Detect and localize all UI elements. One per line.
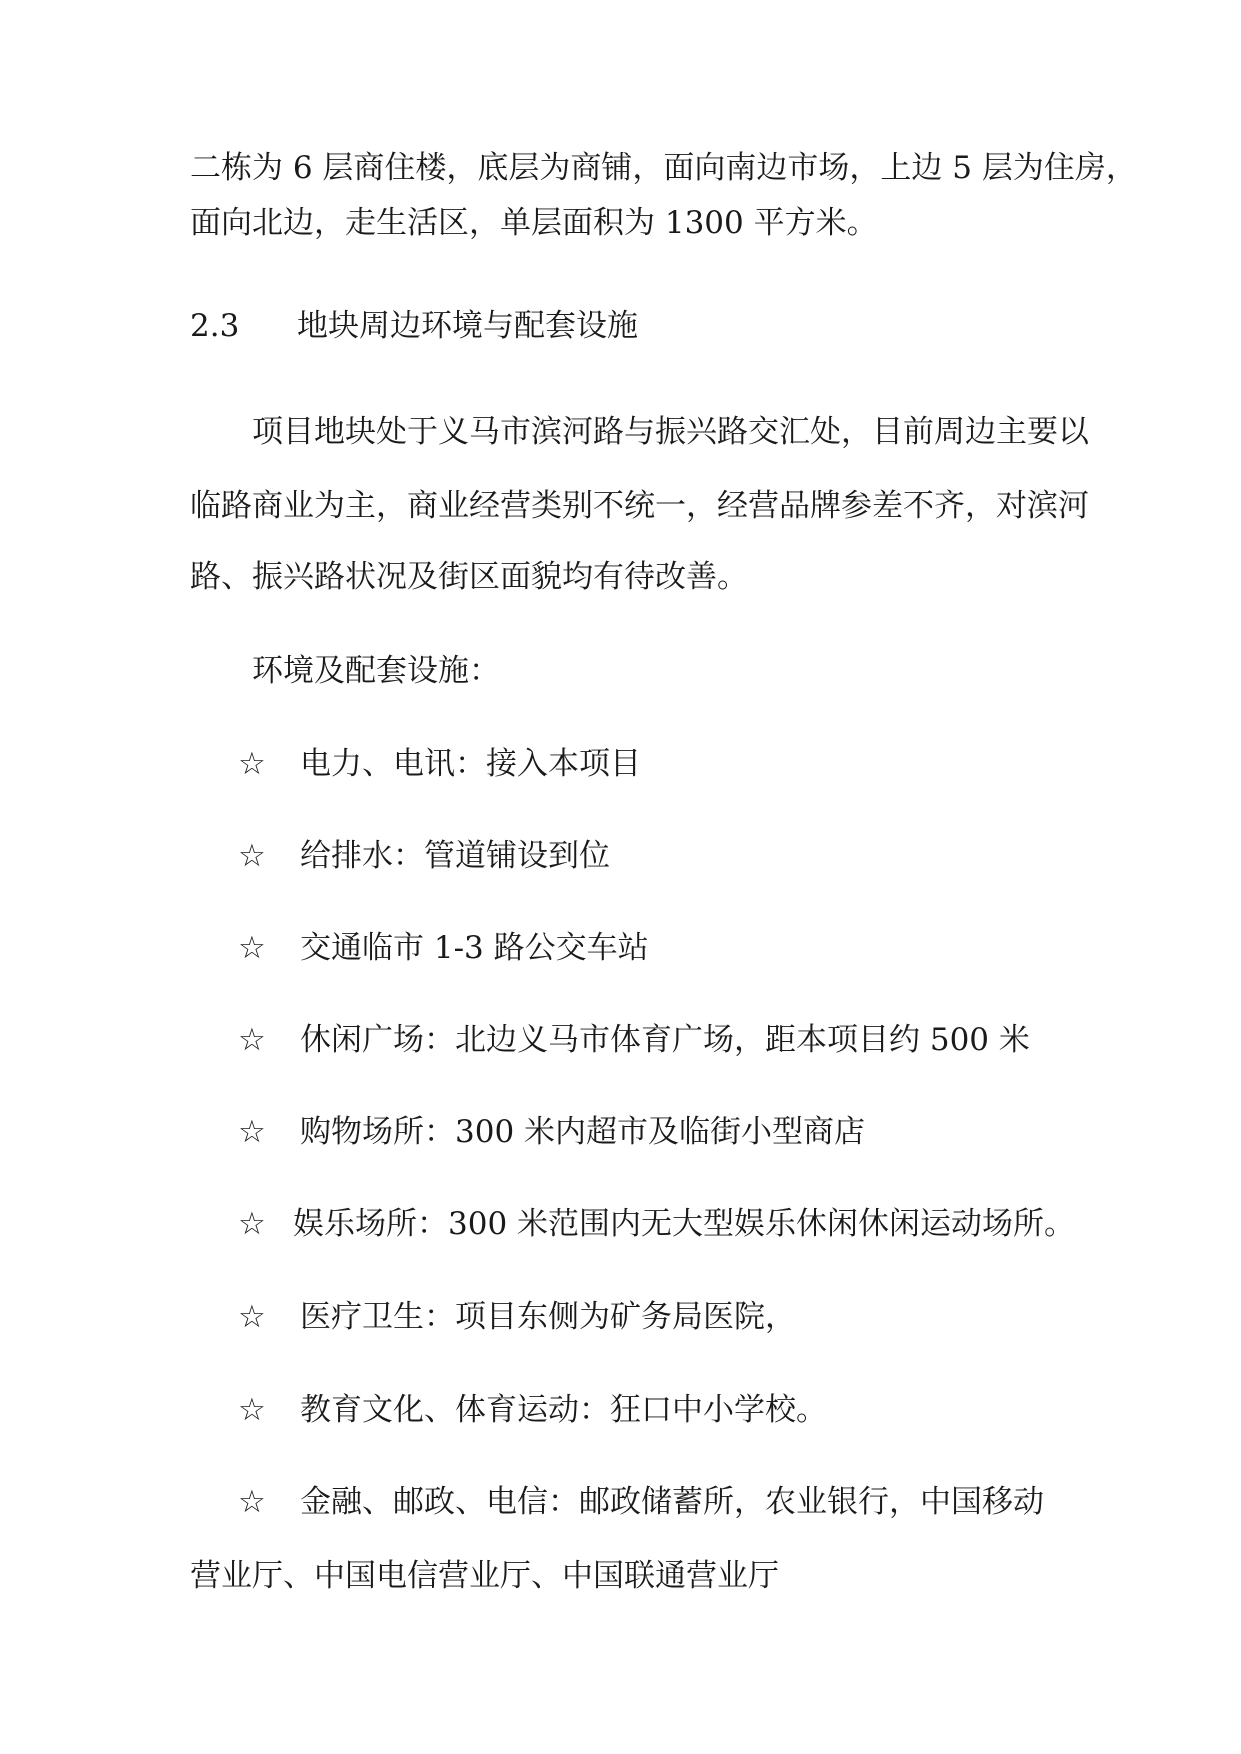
list-item-text: 给排水：管道铺设到位 — [300, 838, 610, 874]
list-item-continuation: 营业厅、中国电信营业厅、中国联通营业厅 — [190, 1558, 779, 1594]
star-icon: ☆ — [238, 1206, 266, 1242]
star-icon: ☆ — [238, 1299, 266, 1335]
facilities-intro: 环境及配套设施： — [252, 653, 500, 689]
list-item-text: 教育文化、体育运动：狂口中小学校。 — [300, 1392, 827, 1428]
star-icon: ☆ — [238, 1484, 266, 1520]
star-icon: ☆ — [238, 1114, 266, 1150]
paragraph-2-line-3: 路、振兴路状况及街区面貌均有待改善。 — [190, 559, 748, 595]
section-number: 2.3 — [190, 308, 240, 344]
paragraph-1-line-1: 二栋为 6 层商住楼，底层为商铺，面向南边市场，上边 5 层为住房， — [190, 150, 1137, 186]
paragraph-1-line-2: 面向北边，走生活区，单层面积为 1300 平方米。 — [190, 205, 878, 241]
section-title: 地块周边环境与配套设施 — [297, 308, 638, 344]
list-item-text: 医疗卫生：项目东侧为矿务局医院， — [300, 1299, 796, 1335]
paragraph-2-line-2: 临路商业为主，商业经营类别不统一，经营品牌参差不齐，对滨河 — [190, 488, 1089, 524]
star-icon: ☆ — [238, 838, 266, 874]
star-icon: ☆ — [238, 930, 266, 966]
list-item-text: 金融、邮政、电信：邮政储蓄所，农业银行，中国移动 — [300, 1484, 1044, 1520]
list-item-text: 购物场所：300 米内超市及临街小型商店 — [300, 1114, 866, 1150]
list-item-text: 休闲广场：北边义马市体育广场，距本项目约 500 米 — [300, 1022, 1030, 1058]
star-icon: ☆ — [238, 746, 266, 782]
list-item-text: 交通临市 1-3 路公交车站 — [300, 930, 649, 966]
paragraph-2-line-1: 项目地块处于义马市滨河路与振兴路交汇处，目前周边主要以 — [252, 414, 1089, 450]
star-icon: ☆ — [238, 1392, 266, 1428]
list-item-text: 电力、电讯：接入本项目 — [300, 746, 641, 782]
star-icon: ☆ — [238, 1022, 266, 1058]
list-item-text: 娱乐场所：300 米范围内无大型娱乐休闲休闲运动场所。 — [293, 1206, 1076, 1242]
